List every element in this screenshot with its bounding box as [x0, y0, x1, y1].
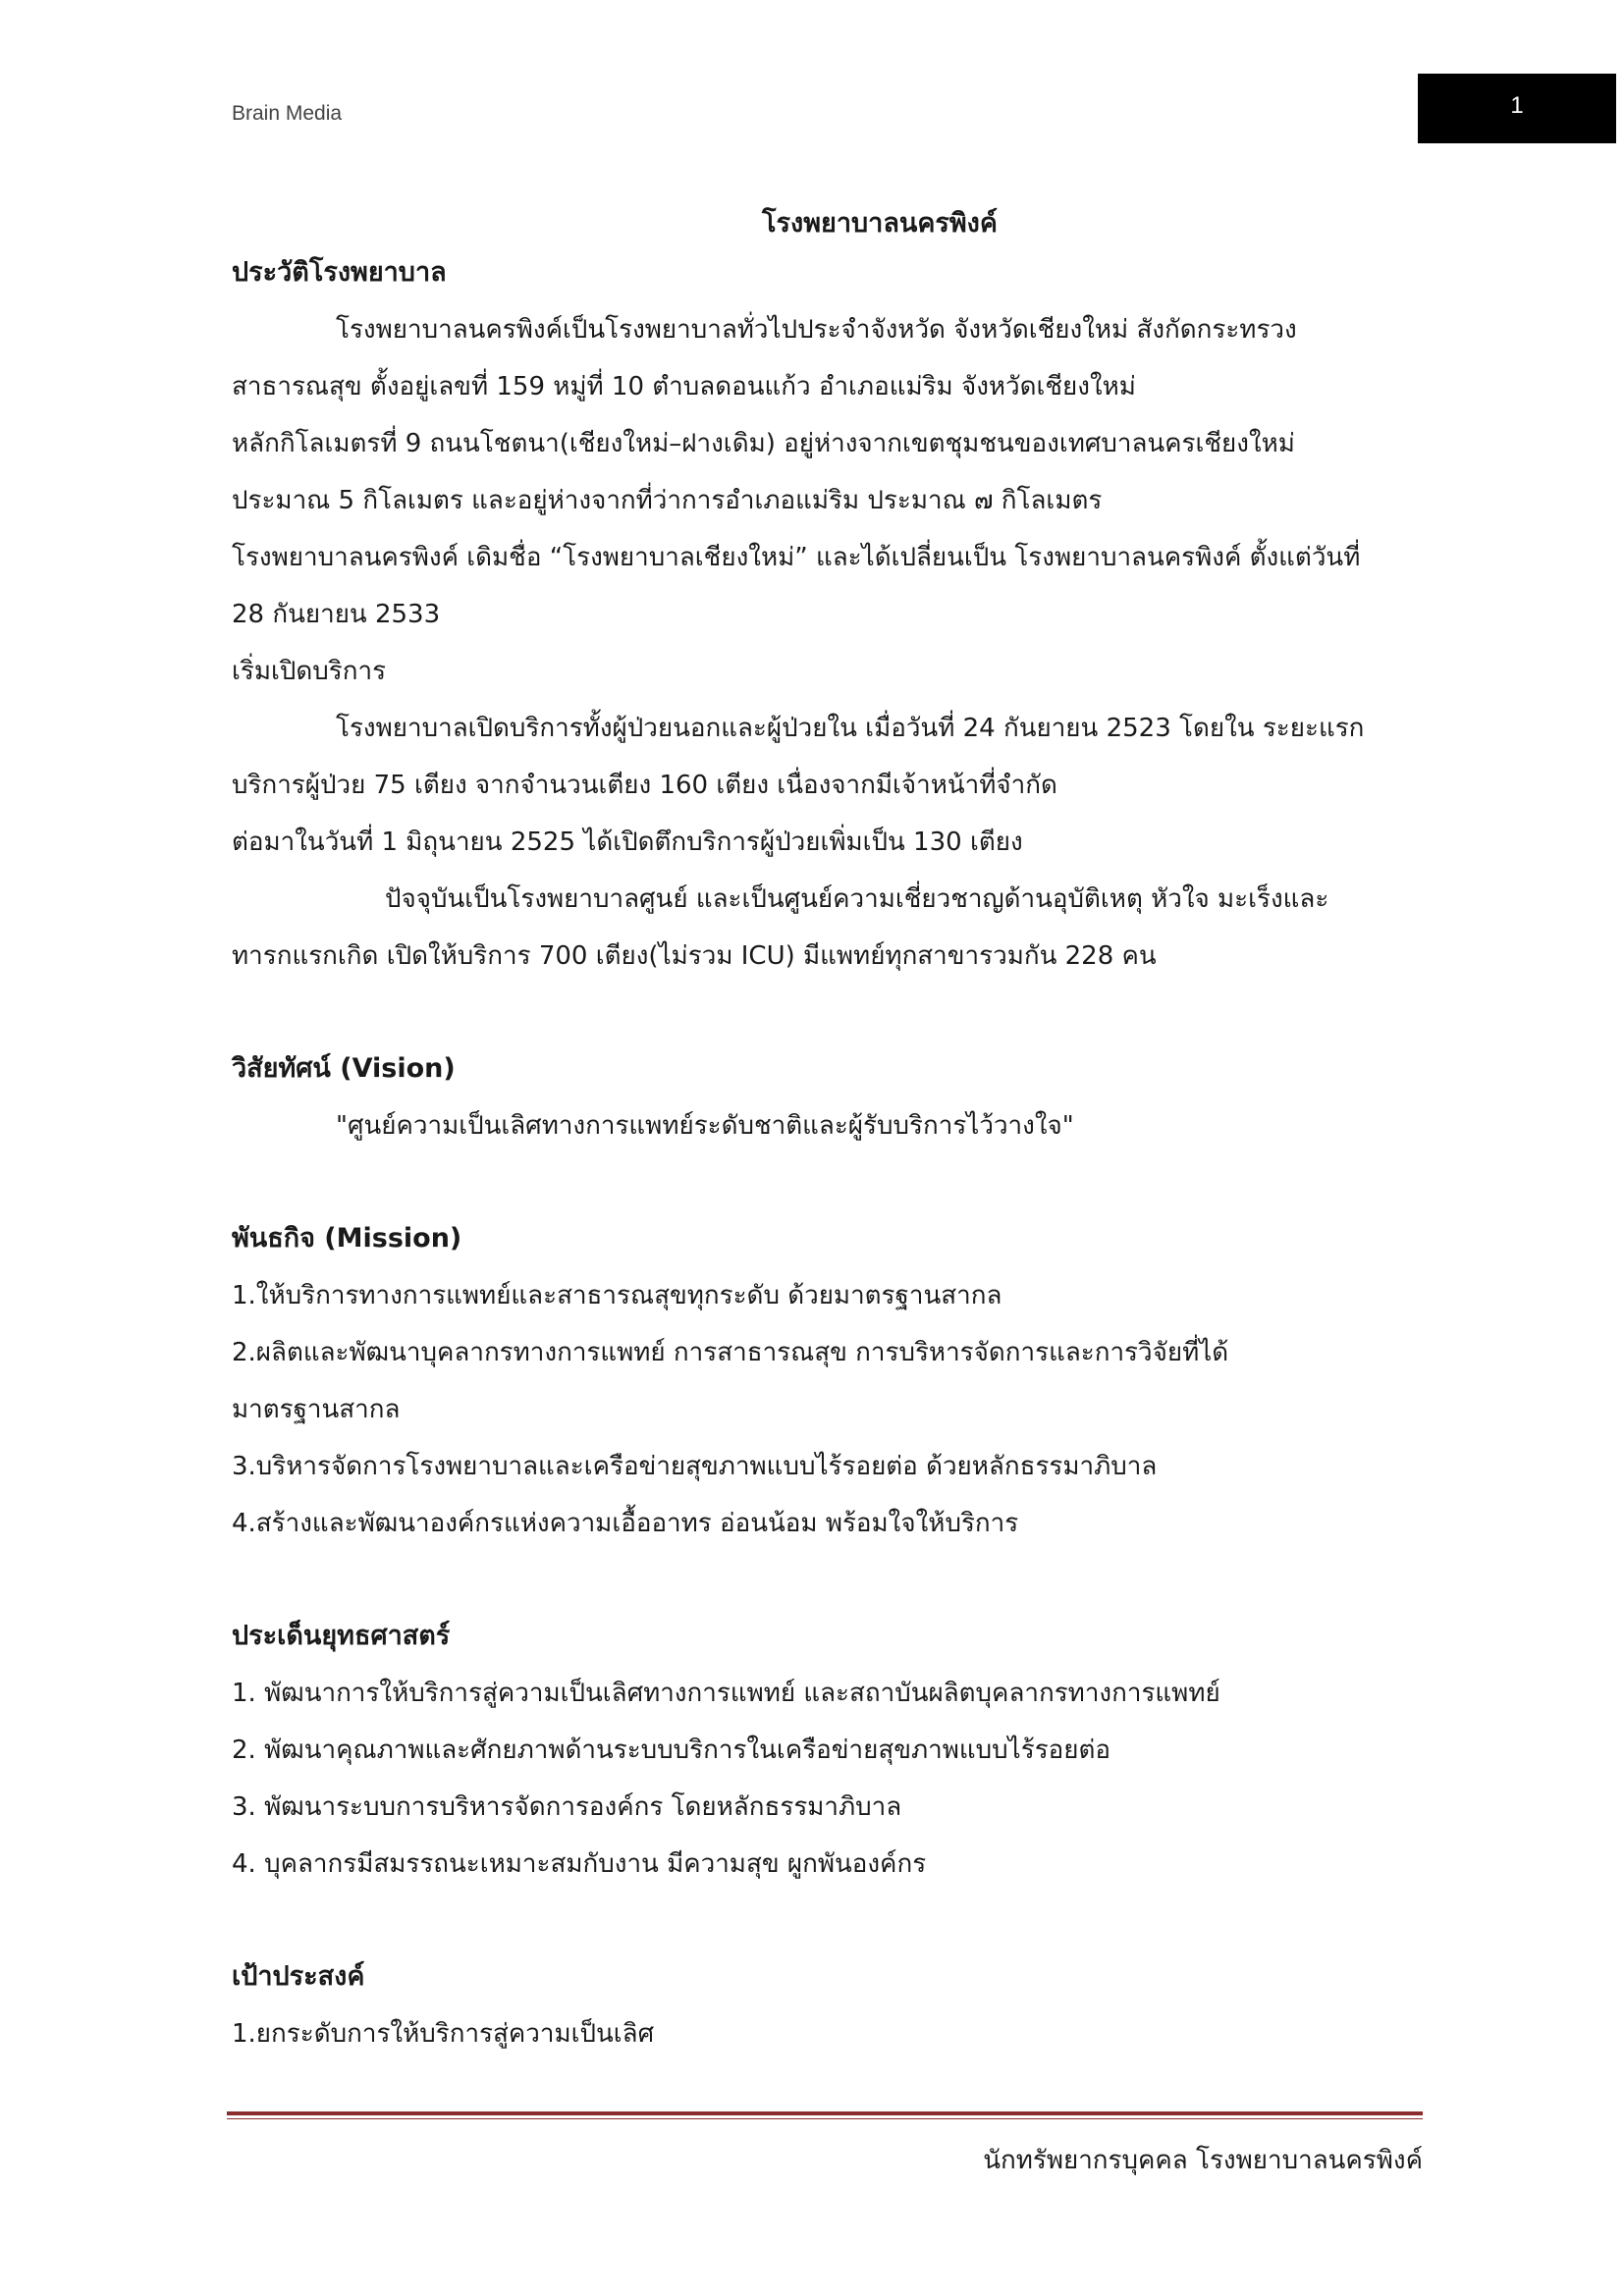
history-line: 28 กันยายน 2533: [232, 600, 441, 629]
history-line: โรงพยาบาลนครพิงค์เป็นโรงพยาบาลทั่วไปประจำจังหวัด จังหวัดเชียงใหม่ สังกัดกระทรวง: [336, 315, 1297, 345]
vision-text: "ศูนย์ความเป็นเลิศทางการแพทย์ระดับชาติและผู้รับบริการไว้วางใจ": [336, 1111, 1074, 1141]
page-number-box: [1418, 74, 1616, 143]
strategy-line: 4. บุคลากรมีสมรรถนะเหมาะสมกับงาน มีความสุข ผูกพันองค์กร: [232, 1849, 927, 1879]
history-line: เริ่มเปิดบริการ: [232, 657, 387, 686]
history-line: สาธารณสุข ตั้งอยู่เลขที่ 159 หมู่ที่ 10 ตำบลดอนแก้ว อำเภอแม่ริม จังหวัดเชียงใหม่: [232, 372, 1136, 401]
history-line: โรงพยาบาลเปิดบริการทั้งผู้ป่วยนอกและผู้ป่วยใน เมื่อวันที่ 24 กันยายน 2523 โดยใน ระยะแรก: [336, 714, 1365, 743]
page-number: 1: [1510, 92, 1524, 119]
strategy-line: 3. พัฒนาระบบการบริหารจัดการองค์กร โดยหลักธรรมาภิบาล: [232, 1792, 902, 1822]
footer-rule-thin: [227, 2118, 1423, 2119]
mission-line: 3.บริหารจัดการโรงพยาบาลและเครือข่ายสุขภาพแบบไร้รอยต่อ ด้วยหลักธรรมาภิบาล: [232, 1452, 1158, 1481]
history-line: ต่อมาในวันที่ 1 มิถุนายน 2525 ได้เปิดตึกบริการผู้ป่วยเพิ่มเป็น 130 เตียง: [232, 828, 1023, 857]
strategy-line: 2. พัฒนาคุณภาพและศักยภาพด้านระบบบริการในเครือข่ายสุขภาพแบบไร้รอยต่อ: [232, 1735, 1111, 1765]
history-line: ประมาณ 5 กิโลเมตร และอยู่ห่างจากที่ว่าการอำเภอแม่ริม ประมาณ ๗ กิโลเมตร: [232, 486, 1103, 515]
history-line: ปัจจุบันเป็นโรงพยาบาลศูนย์ และเป็นศูนย์ความเชี่ยวชาญด้านอุบัติเหตุ หัวใจ มะเร็งและ: [385, 884, 1329, 914]
goals-line: 1.ยกระดับการให้บริการสู่ความเป็นเลิศ: [232, 2019, 655, 2049]
history-heading: ประวัติโรงพยาบาล: [232, 257, 447, 288]
mission-line: 2.ผลิตและพัฒนาบุคลากรทางการแพทย์ การสาธารณสุข การบริหารจัดการและการวิจัยที่ได้: [232, 1338, 1229, 1367]
footer-text: นักทรัพยากรบุคคล โรงพยาบาลนครพิงค์: [983, 2146, 1423, 2175]
history-line: ทารกแรกเกิด เปิดให้บริการ 700 เตียง(ไม่รวม ICU) มีแพทย์ทุกสาขารวมกัน 228 คน: [232, 941, 1157, 971]
mission-line: 4.สร้างและพัฒนาองค์กรแห่งความเอื้ออาทร อ่อนน้อม พร้อมใจให้บริการ: [232, 1509, 1019, 1538]
header-brand: Brain Media: [232, 102, 343, 125]
mission-heading: พันธกิจ (Mission): [232, 1223, 462, 1254]
footer-rule: [227, 2111, 1423, 2115]
mission-line: มาตรฐานสากล: [232, 1395, 401, 1424]
history-line: บริการผู้ป่วย 75 เตียง จากจำนวนเตียง 160 เตียง เนื่องจากมีเจ้าหน้าที่จำกัด: [232, 771, 1057, 800]
document-title: โรงพยาบาลนครพิงค์: [762, 208, 998, 239]
history-line: โรงพยาบาลนครพิงค์ เดิมชื่อ “โรงพยาบาลเชียงใหม่” และได้เปลี่ยนเป็น โรงพยาบาลนครพิงค์ ตั้งแต่วันที่: [232, 543, 1361, 572]
vision-heading: วิสัยทัศน์ (Vision): [232, 1053, 456, 1084]
strategy-line: 1. พัฒนาการให้บริการสู่ความเป็นเลิศทางการแพทย์ และสถาบันผลิตบุคลากรทางการแพทย์: [232, 1679, 1220, 1708]
document-body: [232, 204, 1439, 2071]
history-line: หลักกิโลเมตรที่ 9 ถนนโชตนา(เชียงใหม่–ฝางเดิม) อยู่ห่างจากเขตชุมชนของเทศบาลนครเชียงใหม่: [232, 429, 1295, 458]
strategy-heading: ประเด็นยุทธศาสตร์: [232, 1621, 451, 1651]
goals-heading: เป้าประสงค์: [232, 1961, 365, 1992]
mission-line: 1.ให้บริการทางการแพทย์และสาธารณสุขทุกระดับ ด้วยมาตรฐานสากล: [232, 1281, 1002, 1310]
